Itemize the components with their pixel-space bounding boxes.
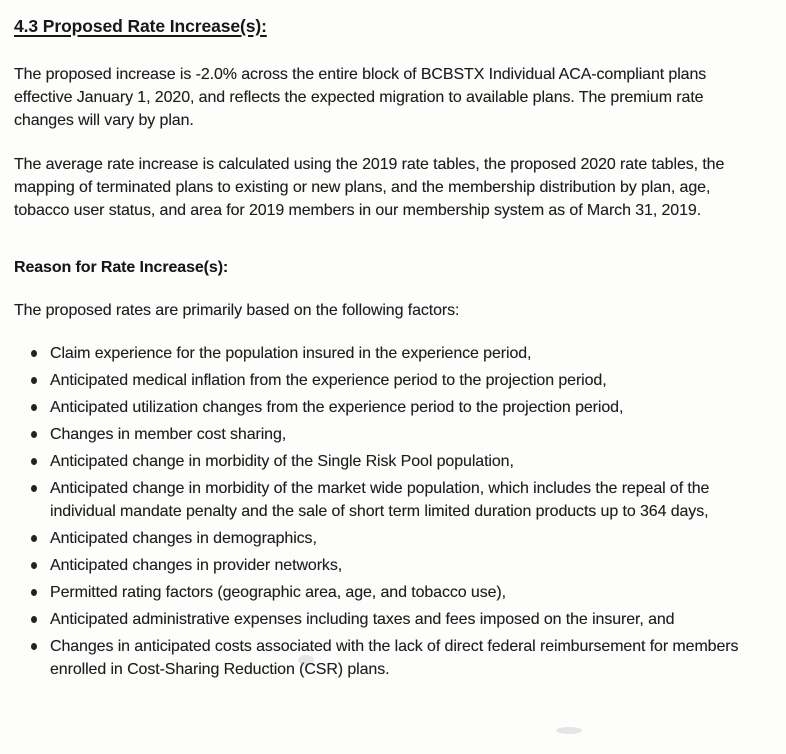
list-item bbox=[14, 342, 756, 365]
list-item-text: Changes in anticipated costs associated with the lack of direct federal reimbursement for members enrolled in Cost-Sharing Reduction (CSR) plans. bbox=[50, 638, 739, 678]
list-item bbox=[14, 369, 756, 392]
factors-list bbox=[14, 342, 756, 681]
list-item-text: Anticipated changes in demographics, bbox=[50, 530, 317, 547]
bullet-icon bbox=[31, 589, 37, 596]
section-title: 4.3 Proposed Rate Increase(s): bbox=[14, 16, 267, 36]
paragraph-average-rate-calculation: The average rate increase is calculated using the 2019 rate tables, the proposed 2020 rate tables, the mapping of terminated plans to existing or new plans, and the membership distribution by plan, age, tobacco user status, and area for 2019 members in our membership system as of March 31, 2019. bbox=[14, 156, 725, 219]
bullet-icon bbox=[31, 458, 37, 465]
bullet-icon bbox=[31, 616, 37, 623]
bullet-icon bbox=[31, 485, 37, 492]
list-item bbox=[14, 527, 756, 550]
list-item-text: Anticipated changes in provider networks, bbox=[50, 557, 343, 574]
bullet-icon bbox=[31, 562, 37, 569]
list-item bbox=[14, 423, 756, 446]
list-item bbox=[14, 581, 756, 604]
bullet-icon bbox=[31, 535, 37, 542]
paragraph-proposed-increase: The proposed increase is -2.0% across the entire block of BCBSTX Individual ACA-compliant plans effective January 1, 2020, and reflects the expected migration to available plans. The premium rate changes will vary by plan. bbox=[14, 66, 707, 129]
scan-smudge bbox=[556, 727, 582, 734]
list-item bbox=[14, 396, 756, 419]
list-item bbox=[14, 608, 756, 631]
bullet-icon bbox=[31, 377, 37, 384]
list-item-text: Anticipated medical inflation from the experience period to the projection period, bbox=[50, 372, 607, 389]
list-item-text: Permitted rating factors (geographic area, age, and tobacco use), bbox=[50, 584, 506, 601]
list-item-text: Changes in member cost sharing, bbox=[50, 426, 287, 443]
factors-intro: The proposed rates are primarily based on the following factors: bbox=[14, 302, 460, 319]
list-item bbox=[14, 477, 756, 523]
list-item bbox=[14, 554, 756, 577]
scan-smudge bbox=[298, 655, 314, 665]
list-item-text: Anticipated administrative expenses including taxes and fees imposed on the insurer, and bbox=[50, 611, 675, 628]
list-item-text: Claim experience for the population insured in the experience period, bbox=[50, 345, 532, 362]
list-item bbox=[14, 450, 756, 473]
bullet-icon bbox=[31, 431, 37, 438]
bullet-icon bbox=[31, 643, 37, 650]
list-item-text: Anticipated change in morbidity of the Single Risk Pool population, bbox=[50, 453, 514, 470]
reason-subheading: Reason for Rate Increase(s): bbox=[14, 259, 229, 276]
list-item bbox=[14, 635, 756, 681]
list-item-text: Anticipated utilization changes from the experience period to the projection period, bbox=[50, 399, 624, 416]
bullet-icon bbox=[31, 350, 37, 357]
bullet-icon bbox=[31, 404, 37, 411]
list-item-text: Anticipated change in morbidity of the market wide population, which includes the repeal of the individual mandate penalty and the sale of short term limited duration products up to 364 days, bbox=[50, 480, 710, 520]
